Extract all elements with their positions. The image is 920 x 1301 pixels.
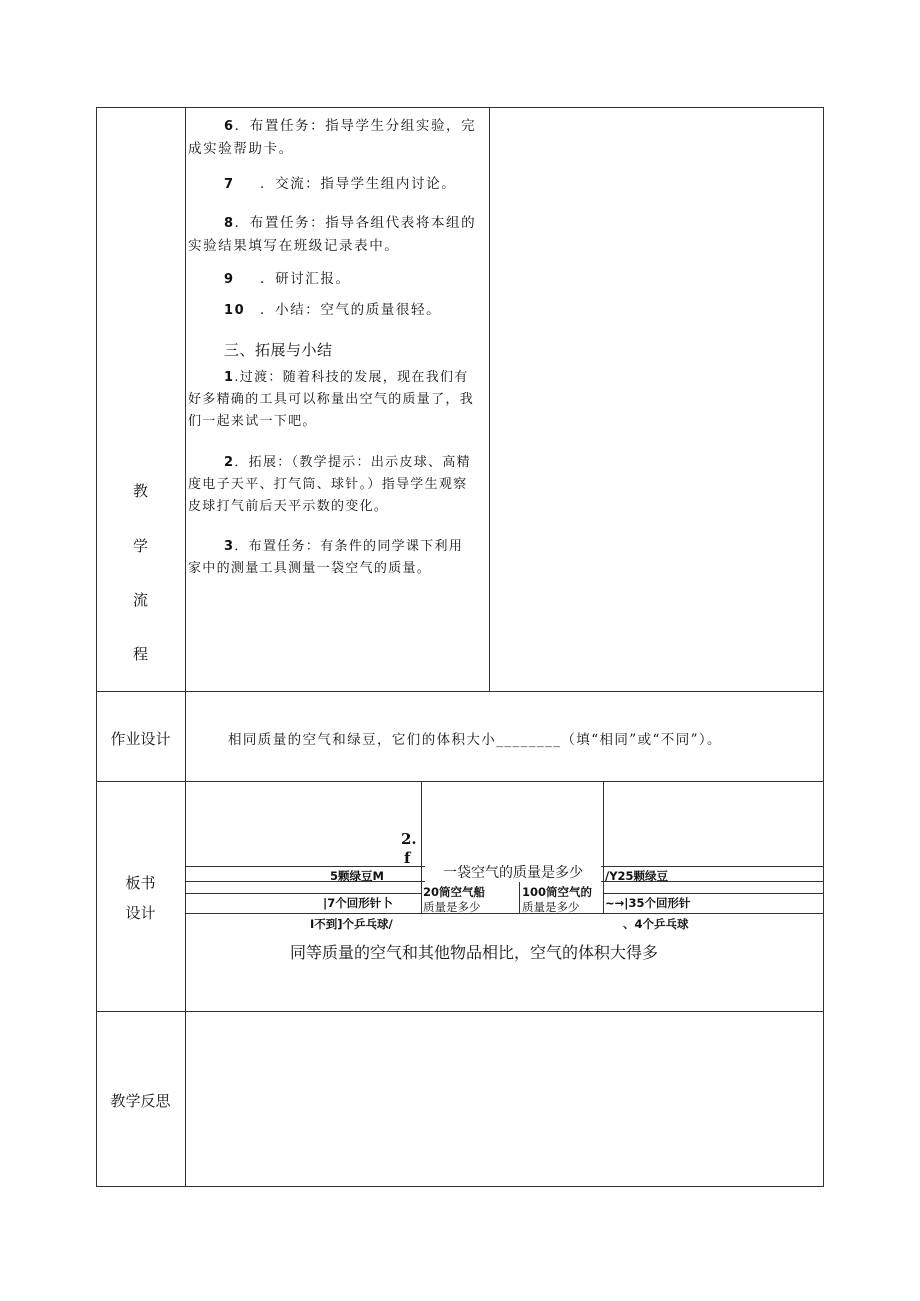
flow-step (188, 212, 488, 257)
step-text-cont: 们一起来试一下吧。 (188, 414, 317, 429)
step-number: 1 (224, 370, 235, 385)
board-item: 质量是多少 (423, 900, 481, 914)
step-text-cont: 度电子天平、打气筒、球针。）指导学生观察 (188, 477, 468, 492)
step-text: ．交流：指导学生组内讨论。 (260, 176, 457, 192)
board-title: 一袋空气的质量是多少 (425, 862, 601, 882)
board-item: |7个回形针卜 (323, 896, 393, 910)
board-item: 100筒空气的 (522, 885, 593, 899)
board-label: 设计 (125, 904, 156, 922)
board-item: /Y25颗绿豆 (605, 869, 669, 883)
ext-step (188, 452, 488, 518)
board-label: 板书 (125, 874, 156, 892)
step-text: ．布置任务：指导学生分组实验，完 (234, 118, 477, 134)
flow-step (188, 115, 488, 160)
board-conclusion: 同等质量的空气和其他物品相比，空气的体积大得多 (290, 943, 659, 962)
step-text: ．研讨汇报。 (260, 271, 351, 287)
board-item: 质量是多少 (522, 900, 580, 914)
homework-label: 作业设计 (110, 730, 171, 748)
section-title: 三、拓展与小结 (224, 341, 333, 359)
step-text: ．布置任务：有条件的同学课下利用 (234, 539, 464, 554)
step-text: .过渡：随着科技的发展，现在我们有 (234, 370, 469, 385)
step-number: 9 (224, 272, 235, 287)
step-number: 2 (224, 455, 235, 470)
board-item: 、4个乒乓球 (623, 917, 689, 931)
flow-step (188, 173, 488, 196)
board-number-sub: f (404, 849, 411, 867)
board-item: I不到]个乒乓球/ (310, 917, 393, 931)
flow-step (188, 268, 488, 291)
step-text: ．小结：空气的质量很轻。 (260, 302, 442, 318)
step-number: 10 (224, 303, 246, 318)
step-text: ．布置任务：指导各组代表将本组的 (234, 215, 477, 231)
flow-label-char: 流 (132, 591, 148, 609)
board-item: 5颗绿豆M (330, 869, 384, 883)
step-text-cont: 家中的测量工具测量一袋空气的质量。 (188, 561, 432, 576)
ext-step (188, 536, 488, 580)
ext-step (188, 367, 488, 433)
flow-label-char: 学 (132, 537, 148, 555)
step-text-cont: 皮球打气前后天平示数的变化。 (188, 499, 389, 514)
step-number: 7 (224, 177, 235, 192)
step-text-cont: 成实验帮助卡。 (188, 141, 294, 157)
reflection-label: 教学反思 (110, 1092, 171, 1110)
board-item: 20筒空气船 (423, 885, 486, 899)
board-item: ~→|35个回形针 (605, 896, 691, 910)
step-text-cont: 实验结果填写在班级记录表中。 (188, 238, 400, 254)
flow-label-char: 程 (132, 645, 148, 663)
step-number: 6 (224, 119, 235, 134)
board-number: 2. (401, 830, 417, 848)
step-text-cont: 好多精确的工具可以称量出空气的质量了，我 (188, 392, 475, 407)
flow-label-char: 教 (132, 482, 148, 500)
step-number: 8 (224, 216, 235, 231)
step-number: 3 (224, 539, 235, 554)
flow-step (188, 299, 488, 322)
homework-text: 相同质量的空气和绿豆，它们的体积大小________（填“相同”或“不同”）。 (228, 732, 722, 748)
step-text: ．拓展：（教学提示：出示皮球、高精 (234, 455, 471, 470)
